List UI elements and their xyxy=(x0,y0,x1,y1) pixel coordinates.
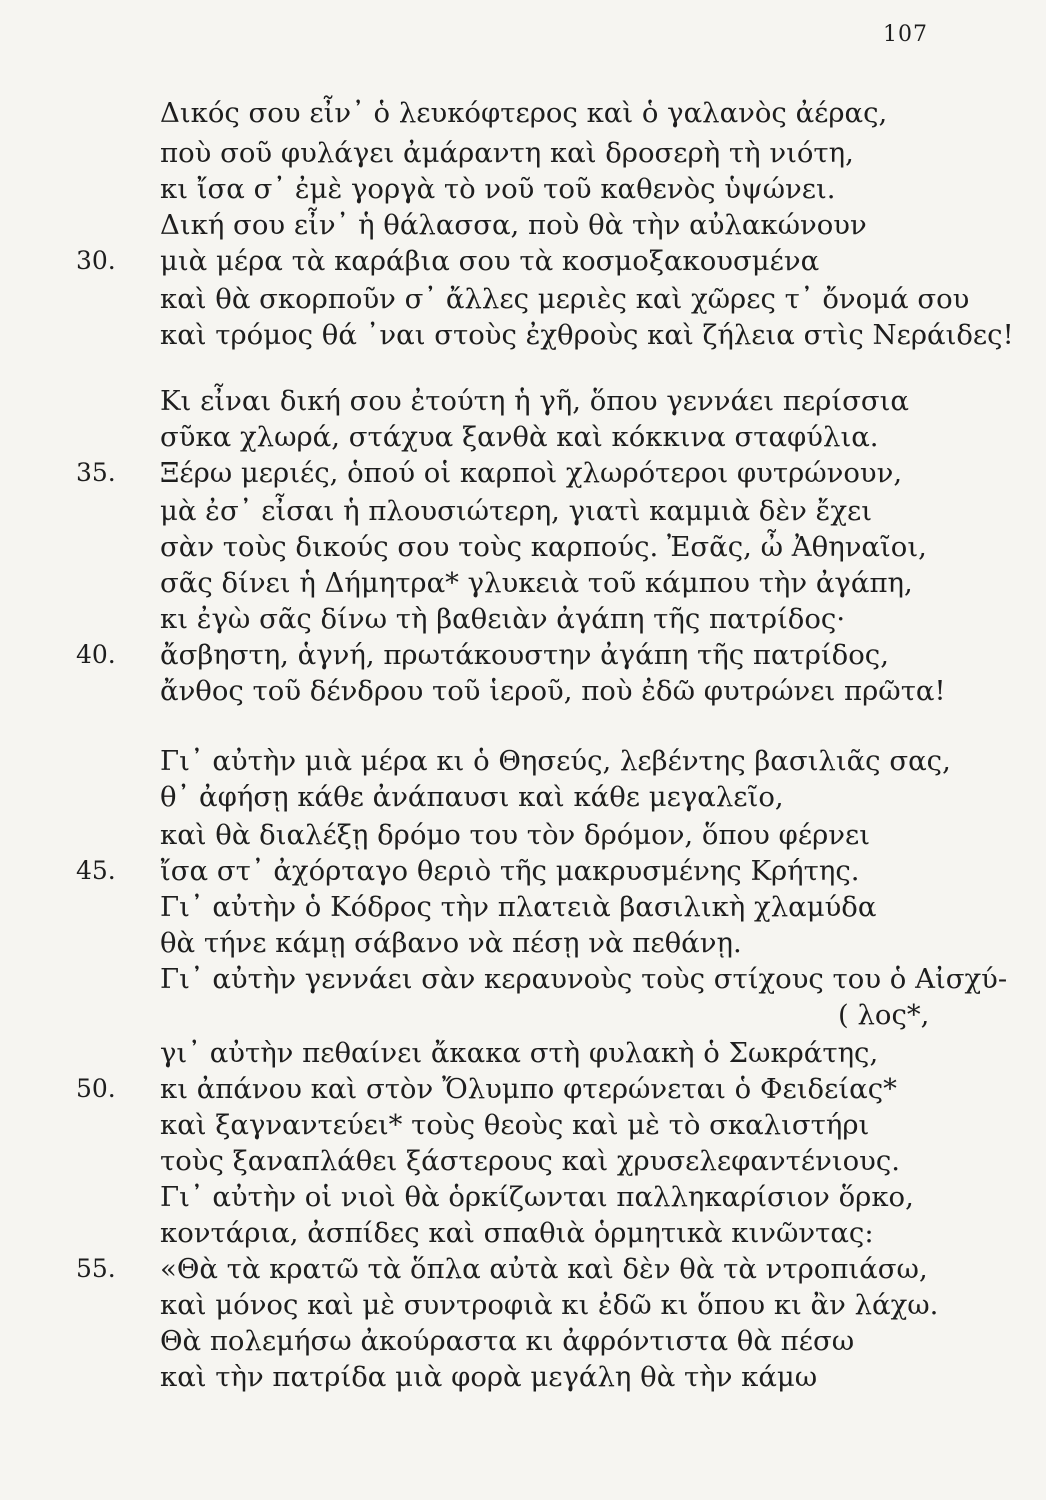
poem-line: μιὰ μέρα τὰ καράβια σου τὰ κοσμοξακουσμένα xyxy=(160,245,820,277)
poem-line: «Θὰ τὰ κρατῶ τὰ ὅπλα αὐτὰ καὶ δὲν θὰ τὰ ντροπιάσω, xyxy=(160,1253,928,1285)
poem-line: θὰ τήνε κάμῃ σάβανο νὰ πέσῃ νὰ πεθάνῃ. xyxy=(160,927,742,959)
line-number: 40. xyxy=(76,640,116,669)
poem-line: καὶ τὴν πατρίδα μιὰ φορὰ μεγάλη θὰ τὴν κάμω xyxy=(160,1361,818,1393)
poem-line: ἴσα στ᾽ ἀχόρταγο θεριὸ τῆς μακρυσμένης Κρήτης. xyxy=(160,855,860,887)
poem-line: σᾶς δίνει ἡ Δήμητρα* γλυκειὰ τοῦ κάμπου τὴν ἀγάπη, xyxy=(160,567,913,599)
poem-line: καὶ τρόμος θά ᾽ναι στοὺς ἐχθροὺς καὶ ζήλεια στὶς Νεράιδες! xyxy=(160,319,1014,351)
poem-line: Γι᾽ αὐτὴν μιὰ μέρα κι ὁ Θησεύς, λεβέντης βασιλιᾶς σας, xyxy=(160,745,951,777)
poem-line: καὶ ξαγναντεύει* τοὺς θεοὺς καὶ μὲ τὸ σκαλιστήρι xyxy=(160,1109,870,1141)
poem-line: κι ἐγὼ σᾶς δίνω τὴ βαθειὰν ἀγάπη τῆς πατρίδος· xyxy=(160,603,846,635)
poem-line: Ξέρω μεριές, ὁπού οἱ καρποὶ χλωρότεροι φυτρώνουν, xyxy=(160,457,903,489)
poem-line: Γι᾽ αὐτὴν ὁ Κόδρος τὴν πλατειὰ βασιλικὴ χλαμύδα xyxy=(160,891,877,923)
line-number: 45. xyxy=(76,856,116,885)
poem-line: καὶ θὰ διαλέξῃ δρόμο του τὸν δρόμον, ὅπου φέρνει xyxy=(160,819,870,851)
poem-line: Δική σου εἶν᾽ ἡ θάλασσα, ποὺ θὰ τὴν αὐλακώνουν xyxy=(160,209,867,241)
poem-line: καὶ θὰ σκορποῦν σ᾽ ἄλλες μεριὲς καὶ χῶρες τ᾽ ὄνομά σου xyxy=(160,283,970,315)
poem-line: Γι᾽ αὐτὴν γεννάει σὰν κεραυνοὺς τοὺς στίχους του ὁ Αἰσχύ- xyxy=(160,963,1008,995)
poem-line: Δικός σου εἶν᾽ ὁ λευκόφτερος καὶ ὁ γαλανὸς ἀέρας, xyxy=(160,97,888,129)
line-number: 50. xyxy=(76,1074,116,1103)
poem-line: θ᾽ ἀφήσῃ κάθε ἀνάπαυσι καὶ κάθε μεγαλεῖο, xyxy=(160,781,784,813)
poem-line: Γι᾽ αὐτὴν οἱ νιοὶ θὰ ὁρκίζωνται παλληκαρίσιον ὅρκο, xyxy=(160,1181,914,1213)
poem-line: Κι εἶναι δική σου ἐτούτη ἡ γῆ, ὅπου γεννάει περίσσια xyxy=(160,385,909,417)
line-number: 55. xyxy=(76,1254,116,1283)
poem-line: σῦκα χλωρά, στάχυα ξανθὰ καὶ κόκκινα σταφύλια. xyxy=(160,421,879,453)
poem-line: κοντάρια, ἀσπίδες καὶ σπαθιὰ ὁρμητικὰ κινῶντας: xyxy=(160,1217,874,1249)
poem-line: κι ἀπάνου καὶ στὸν Ὄλυμπο φτερώνεται ὁ Φειδείας* xyxy=(160,1073,897,1105)
poem-line: τοὺς ξαναπλάθει ξάστερους καὶ χρυσελεφαντένιους. xyxy=(160,1145,901,1177)
poem-line: καὶ μόνος καὶ μὲ συντροφιὰ κι ἐδῶ κι ὅπου κι ἂν λάχω. xyxy=(160,1289,939,1321)
poem-line: ἄσβηστη, ἁγνή, πρωτάκουστην ἀγάπη τῆς πατρίδος, xyxy=(160,639,889,671)
poem-line: ποὺ σοῦ φυλάγει ἀμάραντη καὶ δροσερὴ τὴ νιότη, xyxy=(160,137,854,169)
page-number: 107 xyxy=(883,22,928,47)
poem-line: κι ἴσα σ᾽ ἐμὲ γοργὰ τὸ νοῦ τοῦ καθενὸς ὑψώνει. xyxy=(160,173,836,205)
poem-line: σὰν τοὺς δικούς σου τοὺς καρπούς. Ἐσᾶς, ὦ Ἀθηναῖοι, xyxy=(160,531,927,563)
line-number: 30. xyxy=(76,246,116,275)
poem-line: ἄνθος τοῦ δένδρου τοῦ ἱεροῦ, ποὺ ἐδῶ φυτρώνει πρῶτα! xyxy=(160,675,946,707)
poem-line-continuation: ( λος*, xyxy=(838,999,930,1031)
poem-line: Θὰ πολεμήσω ἀκούραστα κι ἀφρόντιστα θὰ πέσω xyxy=(160,1325,855,1357)
poem-line: γι᾽ αὐτὴν πεθαίνει ἄκακα στὴ φυλακὴ ὁ Σωκράτης, xyxy=(160,1037,879,1069)
line-number: 35. xyxy=(76,458,116,487)
poem-line: μὰ ἐσ᾽ εἶσαι ἡ πλουσιώτερη, γιατὶ καμμιὰ δὲν ἔχει xyxy=(160,495,873,527)
